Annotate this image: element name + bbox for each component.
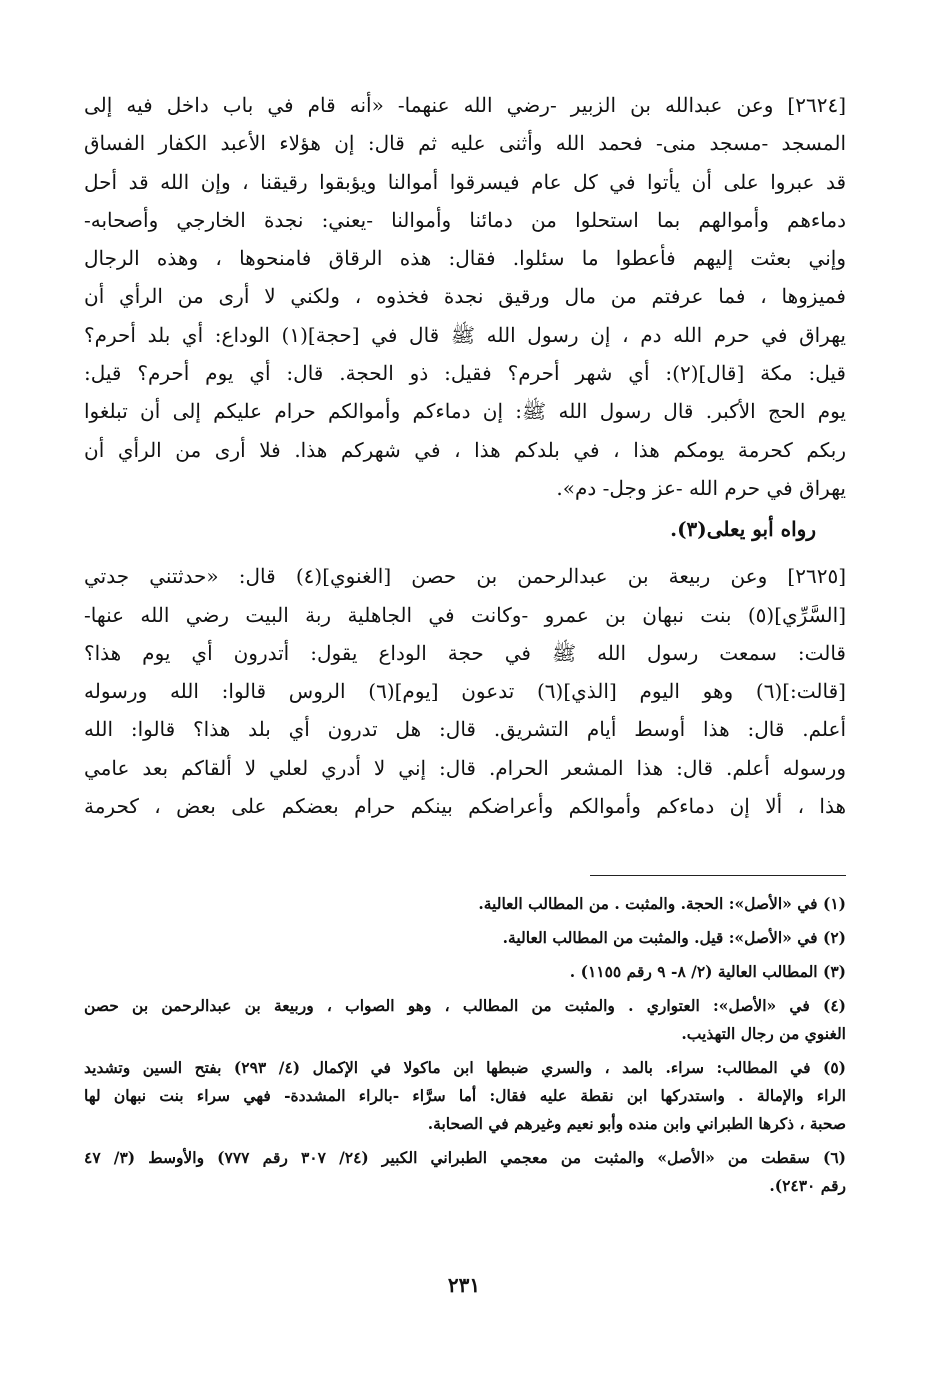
- text-line: يهراق في حرم الله -عز وجل- دم».: [556, 475, 846, 500]
- text-line: [٢٦٢٤] وعن عبدالله بن الزبير -رضي الله عنهما- «أنه قام في باب داخل فيه إلى: [84, 93, 846, 117]
- text-line: [٢٦٢٥] وعن ربيعة بن عبدالرحمن بن حصن [الغنوي](٤) قال: «حدثتني جدتي: [84, 564, 846, 589]
- text-line: أعلم. قال: هذا أوسط أيام التشريق. قال: هل تدرون أي بلد هذا؟ قالوا: الله: [84, 717, 846, 742]
- footnote-line: (٣) المطالب العالية (٢/ ٨- ٩ رقم ١١٥٥) .: [569, 962, 846, 982]
- footnote-line: (٤) في «الأصل»: العتواري . والمثبت من المطالب ، وهو الصواب ، وربيعة بن عبدالرحمن بن حصن: [84, 996, 846, 1016]
- footnote-line: صحبة ، ذكرها الطبراني وابن منده وأبو نعيم وغيرهم في الصحابة.: [427, 1114, 846, 1134]
- footnote-line: الراء والإمالة . واستدركها ابن نقطة عليه فقال: أما سرَّاء -بالراء المشددة- فهي سراء بنت نبهان لها: [84, 1086, 846, 1106]
- footnote-2: [84, 924, 846, 952]
- footnote-separator: [590, 875, 846, 876]
- text-line: [السَّرِّي](٥) بنت نبهان بن عمرو -وكانت في الجاهلية ربة البيت رضي الله عنها-: [84, 602, 846, 627]
- text-line: يهراق في حرم الله دم ، إن رسول الله ﷺ قال في [حجة](١) الوداع: أي بلد أحرم؟: [84, 322, 846, 347]
- footnote-1: [84, 890, 846, 918]
- text-line: دماءهم وأموالهم بما استحلوا من دمائنا وأموالنا -يعني: نجدة الخارجي وأصحابه-: [84, 207, 846, 232]
- text-line: قد عبروا على أن يأتوا في كل عام فيسرقوا أموالنا ويؤبقوا رقيقنا ، وإن الله قد أحل: [84, 169, 846, 194]
- footnote-line: (١) في «الأصل»: الحجة. والمثبت . من المطالب العالية.: [478, 894, 846, 914]
- text-line: ربكم كحرمة يومكم هذا ، في بلدكم هذا ، في شهركم هذا. فلا أرى من الرأي أن: [84, 437, 846, 462]
- text-line: ورسوله أعلم. قال: هذا المشعر الحرام. قال: إني لا أدري لعلي لا ألقاكم بعد عامي: [84, 755, 846, 780]
- text-line: قالت: سمعت رسول الله ﷺ في حجة الوداع يقول: أتدرون أي يوم هذا؟: [84, 640, 846, 665]
- page-number: ٢٣١: [447, 1273, 481, 1297]
- hadith-2625: [84, 557, 846, 825]
- footnote-5: [84, 1054, 846, 1138]
- footnotes: [84, 890, 846, 1200]
- text-line: وإني بعثت إليهم فأعطوا ما سئلوا. فقال: هذه الرقاق فامنحوها ، وهذه الرجال: [84, 246, 846, 271]
- footnote-line: (٦) سقطت من «الأصل» والمثبت من معجمي الطبراني الكبير (٢٤/ ٣٠٧ رقم ٧٧٧) والأوسط (٣/ ٤٧: [84, 1148, 846, 1168]
- attribution: رواه أبو يعلى(٣).: [670, 517, 816, 542]
- hadith-2624: [84, 86, 846, 551]
- text-line: هذا ، ألا إن دماءكم وأموالكم وأعراضكم بينكم حرام بعضكم على بعض ، كحرمة: [84, 794, 846, 819]
- book-page: [84, 86, 846, 1206]
- text-line: [قالت:](٦) وهو اليوم [الذي](٦) تدعون [يوم](٦) الروس قالوا: الله ورسوله: [84, 679, 846, 704]
- footnote-4: [84, 992, 846, 1048]
- footnote-line: رقم ٢٤٣٠).: [769, 1176, 846, 1196]
- footnote-6: [84, 1144, 846, 1200]
- text-line: يوم الحج الأكبر. قال رسول الله ﷺ: إن دماءكم وأموالكم حرام عليكم إلى أن تبلغوا: [84, 399, 846, 424]
- text-line: قيل: مكة [قال](٢): أي شهر أحرم؟ فقيل: ذو الحجة. قال: أي يوم أحرم؟ قيل:: [84, 361, 846, 386]
- footnote-line: (٥) في المطالب: سراء. بالمد ، والسري ضبطها ابن ماكولا في الإكمال (٤/ ٢٩٣) بفتح السين وتشديد: [84, 1058, 846, 1078]
- footnote-3: [84, 958, 846, 986]
- text-line: فميزوها ، فما عرفتم من مال ورقيق نجدة فخذوه ، ولكني لا أرى من الرأي أن: [84, 284, 846, 309]
- footnote-line: الغنوي من رجال التهذيب.: [681, 1024, 846, 1044]
- text-line: المسجد -مسجد منى- فحمد الله وأثنى عليه ثم قال: إن هؤلاء الأعبد الكفار الفساق: [84, 131, 846, 156]
- footnote-line: (٢) في «الأصل»: قيل. والمثبت من المطالب العالية.: [502, 928, 846, 948]
